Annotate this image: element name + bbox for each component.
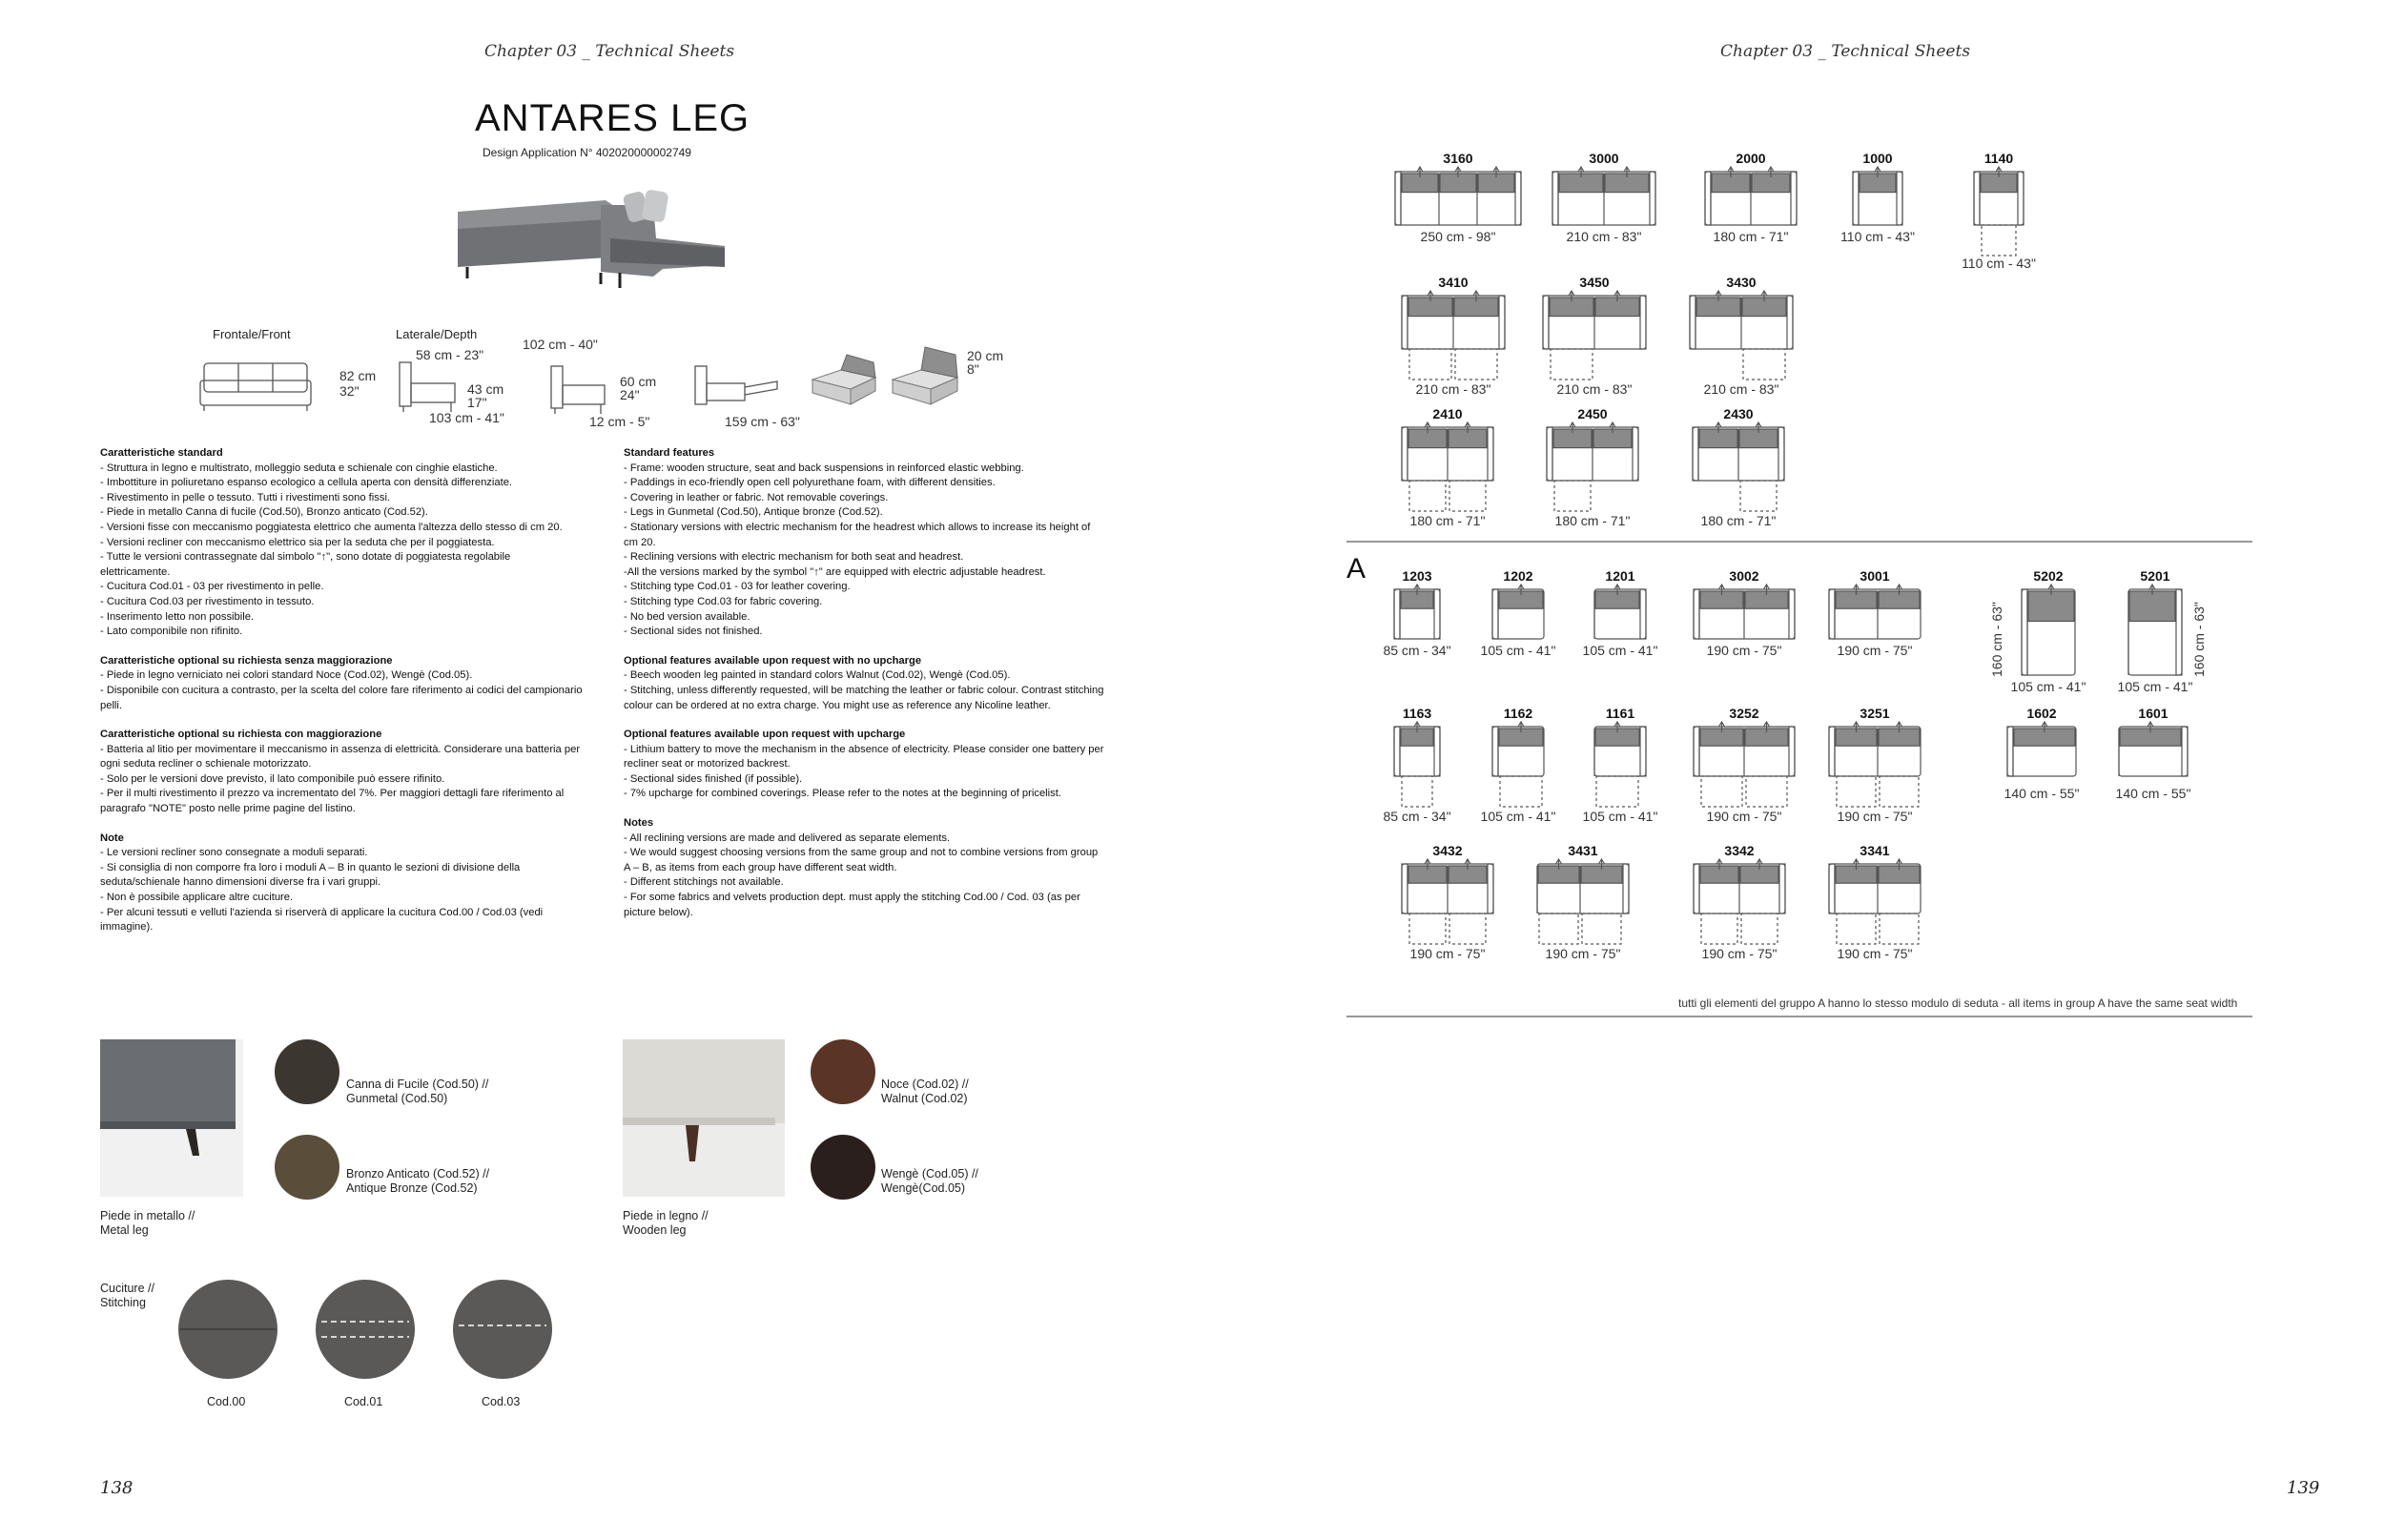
italian-section-heading: Caratteristiche optional su richiesta senza maggiorazione	[100, 654, 393, 667]
depth-dimension: 103 cm - 41"	[429, 410, 504, 425]
antique-bronze-label: Bronzo Anticato (Cod.52) // Antique Bronze (Cod.52)	[346, 1167, 490, 1195]
module-dimension-1161: 105 cm - 41"	[1582, 809, 1658, 824]
module-drawing-1601	[2114, 721, 2192, 818]
italian-section-line: - Cucitura Cod.01 - 03 per rivestimento in pelle.	[100, 581, 324, 593]
stitch-cod00-label: Cod.00	[207, 1395, 246, 1408]
wenge-label: Wengè (Cod.05) // Wengè(Cod.05)	[881, 1167, 978, 1195]
italian-section-line: - Versioni recliner con meccanismo elettrico sia per la seduta che per il poggiatesta.	[100, 536, 495, 548]
italian-section-line: - Tutte le versioni contrassegnate dal simbolo "↑", sono dotate di poggiatesta regolabile elettricamente.	[100, 551, 511, 578]
module-drawing-1140	[1969, 166, 2028, 267]
module-code-3251: 3251	[1860, 706, 1890, 721]
module-code-2000: 2000	[1736, 151, 1766, 166]
italian-section-heading: Note	[100, 832, 124, 844]
module-dimension-3001: 190 cm - 75"	[1837, 643, 1913, 658]
italian-section-line: - Solo per le versioni dove previsto, il lato componibile può essere rifinito.	[100, 772, 445, 785]
module-dimension-3341: 190 cm - 75"	[1837, 946, 1913, 961]
module-dimension-2000: 180 cm - 71"	[1713, 229, 1789, 244]
module-drawing-1161	[1590, 721, 1651, 818]
english-section-line: - We would suggest choosing versions from the same group and not to combine versions from group A – B, as items from each group have different seat width.	[624, 847, 1099, 873]
italian-section-line: - Disponibile con cucitura a contrasto, per la scelta del colore fare riferimento ai codici del campionario pelli.	[100, 684, 583, 711]
module-drawing-1162	[1488, 721, 1549, 818]
arm-height-dimension: 60 cm 24"	[620, 374, 657, 402]
module-dimension-3252: 190 cm - 75"	[1706, 809, 1782, 824]
module-code-1202: 1202	[1503, 568, 1533, 584]
module-dimension-1201: 105 cm - 41"	[1582, 643, 1658, 658]
module-dimension-3002: 190 cm - 75"	[1706, 643, 1782, 658]
module-drawing-2430	[1688, 421, 1789, 523]
module-code-1163: 1163	[1402, 706, 1432, 721]
italian-section-line: - Cucitura Cod.03 per rivestimento in tessuto.	[100, 595, 315, 607]
module-dimension-3410: 210 cm - 83"	[1415, 381, 1491, 397]
italian-section-line: - Rivestimento in pelle o tessuto. Tutti i rivestimenti sono fissi.	[100, 491, 391, 503]
module-code-2450: 2450	[1577, 406, 1608, 421]
stitching-label: Cuciture // Stitching	[100, 1282, 154, 1309]
module-dimension-1602: 140 cm - 55"	[2004, 786, 2080, 801]
module-dimension-5202: 105 cm - 41"	[2010, 679, 2086, 694]
module-dimension-1000: 110 cm - 43"	[1840, 229, 1915, 244]
module-code-3002: 3002	[1729, 568, 1759, 584]
module-dimension-3251: 190 cm - 75"	[1837, 809, 1913, 824]
metal-leg-caption: Piede in metallo // Metal leg	[100, 1209, 195, 1237]
module-drawing-3002	[1689, 584, 1799, 681]
module-dimension-3000: 210 cm - 83"	[1566, 229, 1642, 244]
module-code-1000: 1000	[1862, 151, 1893, 166]
front-view-label: Frontale/Front	[213, 327, 291, 341]
english-section-heading: Standard features	[624, 447, 715, 459]
module-drawing-5202	[2017, 584, 2080, 717]
module-code-3450: 3450	[1579, 275, 1610, 290]
group-a-label: A	[1346, 553, 1367, 585]
italian-section-line: - Inserimento letto non possibile.	[100, 610, 255, 623]
module-code-2430: 2430	[1723, 406, 1754, 421]
module-drawing-5201	[2124, 584, 2187, 717]
module-dimension-1601: 140 cm - 55"	[2115, 786, 2191, 801]
left-page-number: 138	[100, 1478, 134, 1498]
module-code-5202: 5202	[2033, 568, 2064, 584]
english-section-line: - Beech wooden leg painted in standard colors Walnut (Cod.02), Wengè (Cod.05).	[624, 669, 1011, 682]
module-code-3431: 3431	[1568, 843, 1598, 858]
italian-section-line: - Versioni fisse con meccanismo poggiatesta elettrico che aumenta l'altezza dello stesso di cm 20.	[100, 521, 563, 533]
italian-section-line: - Imbottiture in poliuretano espanso ecologico a cellula aperta con densità differenziate.	[100, 477, 513, 489]
module-drawing-2410	[1397, 421, 1498, 523]
seat-height-dimension: 43 cm 17"	[467, 381, 504, 410]
module-code-3001: 3001	[1860, 568, 1890, 584]
module-drawing-2000	[1700, 166, 1801, 267]
left-chapter-header: Chapter 03 _ Technical Sheets	[484, 42, 735, 61]
english-section-line: - 7% upcharge for combined coverings. Please refer to the notes at the beginning of pricelist.	[624, 788, 1061, 800]
module-code-1201: 1201	[1605, 568, 1635, 584]
italian-section-heading: Caratteristiche optional su richiesta con maggiorazione	[100, 729, 382, 741]
module-dimension-3431: 190 cm - 75"	[1545, 946, 1621, 961]
module-drawing-1000	[1848, 166, 1907, 267]
english-section-line: - Reclining versions with electric mechanism for both seat and headrest.	[624, 551, 964, 564]
module-code-3410: 3410	[1438, 275, 1469, 290]
module-code-1161: 1161	[1605, 706, 1635, 721]
english-section-heading: Optional features available upon request with upcharge	[624, 729, 906, 741]
english-section-heading: Optional features available upon request with no upcharge	[624, 654, 922, 667]
english-section-line: - Frame: wooden structure, seat and back suspensions in reinforced elastic webbing.	[624, 462, 1024, 474]
wooden-leg-caption: Piede in legno // Wooden leg	[623, 1209, 709, 1237]
italian-section-heading: Caratteristiche standard	[100, 447, 223, 459]
module-dimension-5201: 105 cm - 41"	[2117, 679, 2193, 694]
italian-section-line: - Non è possibile applicare altre cuciture.	[100, 892, 294, 904]
english-section-line: - Legs in Gunmetal (Cod.50), Antique bronze (Cod.52).	[624, 506, 883, 519]
module-code-3432: 3432	[1432, 843, 1463, 858]
module-drawing-3410	[1397, 290, 1510, 391]
arm-width-dimension: 12 cm - 5"	[589, 414, 650, 429]
right-page-number: 139	[2287, 1478, 2320, 1498]
module-code-1203: 1203	[1402, 568, 1432, 584]
recline-depth-dimension: 102 cm - 40"	[523, 337, 598, 352]
english-section-line: - Stitching, unless differently requested, will be matching the leather or fabric colour. Contrast stitching colour can be ordered at no extra charge. You might use as reference any Nicoline leather.	[624, 684, 1104, 711]
design-application: Design Application N° 402020000002749	[483, 146, 691, 159]
module-code-3430: 3430	[1726, 275, 1757, 290]
module-drawing-2450	[1542, 421, 1643, 523]
italian-section-line: - Le versioni recliner sono consegnate a moduli separati.	[100, 847, 368, 859]
module-code-1162: 1162	[1503, 706, 1533, 721]
group-a-note: tutti gli elementi del gruppo A hanno lo stesso modulo di seduta - all items in group A have the same seat width	[1678, 996, 2238, 1010]
module-drawing-3450	[1538, 290, 1651, 391]
module-drawing-3252	[1689, 721, 1799, 818]
module-dimension-2430: 180 cm - 71"	[1700, 513, 1777, 528]
english-section-line: - Sectional sides not finished.	[624, 626, 763, 638]
module-dimension-3342: 190 cm - 75"	[1701, 946, 1778, 961]
module-drawing-3432	[1397, 858, 1498, 955]
english-section-line: - No bed version available.	[624, 610, 750, 623]
module-code-3342: 3342	[1724, 843, 1755, 858]
italian-section-line: - Struttura in legno e multistrato, molleggio seduta e schienale con cinghie elastiche.	[100, 462, 498, 474]
product-title: ANTARES LEG	[475, 97, 750, 139]
stitch-cod03-label: Cod.03	[482, 1395, 521, 1408]
module-code-1601: 1601	[2138, 706, 2168, 721]
english-section-line: - All reclining versions are made and delivered as separate elements.	[624, 832, 951, 844]
english-section-line: - Covering in leather or fabric. Not removable coverings.	[624, 491, 889, 503]
italian-section-line: - Si consiglia di non comporre fra loro i moduli A – B in quanto le sezioni di divisione della seduta/schienale hanno dimensioni diverse fra i vari gruppi.	[100, 861, 521, 889]
module-drawing-3342	[1689, 858, 1790, 955]
module-drawing-1202	[1488, 584, 1549, 681]
module-dimension-1162: 105 cm - 41"	[1480, 809, 1556, 824]
seat-depth-dimension: 58 cm - 23"	[416, 347, 484, 362]
module-code-3160: 3160	[1443, 151, 1473, 166]
module-drawing-3000	[1548, 166, 1660, 267]
right-chapter-header: Chapter 03 _ Technical Sheets	[1720, 42, 1971, 61]
english-section-line: -All the versions marked by the symbol "↑" are equipped with electric adjustable headrest.	[624, 565, 1046, 578]
module-drawing-3430	[1685, 290, 1798, 391]
module-dimension-1163: 85 cm - 34"	[1383, 809, 1451, 824]
module-dimension-3432: 190 cm - 75"	[1409, 946, 1486, 961]
english-section-line: - Sectional sides finished (if possible).	[624, 772, 803, 785]
module-dimension-3430: 210 cm - 83"	[1703, 381, 1779, 397]
english-section-heading: Notes	[624, 817, 654, 830]
module-code-1140: 1140	[1983, 151, 2014, 166]
module-code-3252: 3252	[1729, 706, 1759, 721]
module-dimension-1140: 110 cm - 43"	[1962, 256, 2036, 271]
module-side-dimension-5202: 160 cm - 63"	[1989, 602, 2004, 677]
italian-section-line: - Piede in legno verniciato nei colori standard Noce (Cod.02), Wengè (Cod.05).	[100, 669, 473, 682]
module-code-3000: 3000	[1589, 151, 1619, 166]
english-section-line: - Stitching type Cod.01 - 03 for leather covering.	[624, 581, 851, 593]
module-side-dimension-5201: 160 cm - 63"	[2191, 602, 2207, 677]
height-dimension: 82 cm 32"	[339, 368, 377, 399]
module-code-1602: 1602	[2026, 706, 2057, 721]
group-divider-top	[1346, 541, 2252, 543]
module-code-3341: 3341	[1860, 843, 1890, 858]
italian-section-line: - Lato componibile non rifinito.	[100, 626, 243, 638]
english-section-line: - Stitching type Cod.03 for fabric covering.	[624, 595, 823, 607]
english-section-line: - Lithium battery to move the mechanism in the absence of electricity. Please consider one battery per recliner seat or motorized backrest.	[624, 743, 1104, 770]
module-drawing-1201	[1590, 584, 1651, 681]
module-dimension-2410: 180 cm - 71"	[1409, 513, 1486, 528]
gunmetal-label: Canna di Fucile (Cod.50) // Gunmetal (Cod.50)	[346, 1078, 489, 1105]
italian-section-line: - Per il multi rivestimento il prezzo va incrementato del 7%. Per maggiori dettagli fare riferimento al paragrafo "NOTE" posto nelle prime pagine del listino.	[100, 788, 565, 815]
side-view-label: Laterale/Depth	[396, 327, 478, 341]
module-dimension-1202: 105 cm - 41"	[1480, 643, 1556, 658]
italian-section-line: - Per alcuni tessuti e velluti l'azienda si riserverà di applicare la cucitura Cod.00 / Cod.03 (vedi immagine).	[100, 906, 544, 934]
back-height-dimension: 20 cm 8"	[967, 348, 1004, 377]
walnut-label: Noce (Cod.02) // Walnut (Cod.02)	[881, 1078, 969, 1105]
module-dimension-3450: 210 cm - 83"	[1556, 381, 1633, 397]
extended-depth-dimension: 159 cm - 63"	[725, 414, 800, 429]
module-drawing-3160	[1390, 166, 1526, 267]
group-divider-bottom	[1346, 1016, 2252, 1017]
module-drawing-1602	[2003, 721, 2081, 818]
english-section-line: - Different stitchings not available.	[624, 876, 784, 889]
english-section-line: - Paddings in eco-friendly open cell polyurethane foam, with different densities.	[624, 477, 996, 489]
module-drawing-1163	[1389, 721, 1445, 818]
module-drawing-3001	[1824, 584, 1925, 681]
module-drawing-3251	[1824, 721, 1925, 818]
stitch-cod01-label: Cod.01	[344, 1395, 383, 1408]
module-drawing-3431	[1532, 858, 1634, 955]
module-dimension-3160: 250 cm - 98"	[1420, 229, 1496, 244]
module-code-5201: 5201	[2140, 568, 2170, 584]
english-section-line: - Stationary versions with electric mechanism for the headrest which allows to increase its height of cm 20.	[624, 521, 1091, 548]
module-dimension-2450: 180 cm - 71"	[1554, 513, 1631, 528]
module-drawing-1203	[1389, 584, 1445, 681]
module-drawing-3341	[1824, 858, 1925, 955]
module-code-2410: 2410	[1432, 406, 1463, 421]
module-dimension-1203: 85 cm - 34"	[1383, 643, 1451, 658]
italian-section-line: - Piede in metallo Canna di fucile (Cod.50), Bronzo anticato (Cod.52).	[100, 506, 428, 519]
english-section-line: - For some fabrics and velvets production dept. must apply the stitching Cod.00 / Cod. 03 (as per picture below).	[624, 892, 1080, 918]
italian-section-line: - Batteria al litio per movimentare il meccanismo in assenza di elettricità. Considerare una batteria per ogni seduta recliner o schienale motorizzato.	[100, 743, 581, 770]
